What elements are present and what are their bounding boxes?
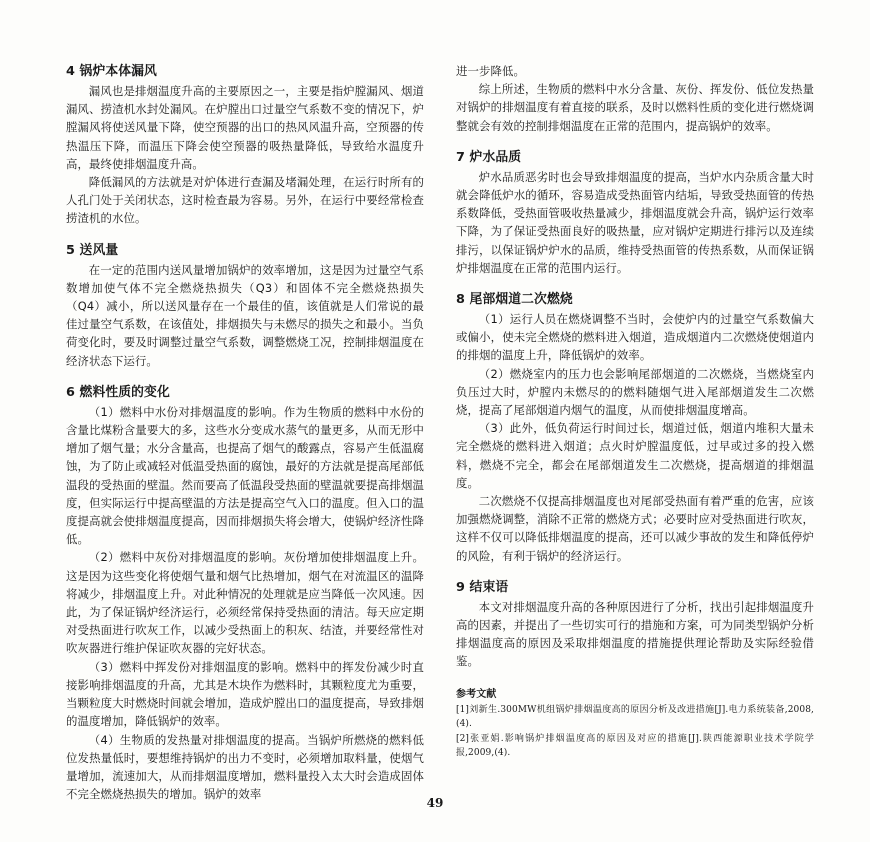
section-6-paragraph-2: （2）燃料中灰份对排烟温度的影响。灰份增加使排烟温度上升。这是因为这些变化将使烟气量和烟气比热增加，烟气在对流温区的温降将减少，排烟温度上升。对此种情况的处理就是应当降低一次风速。因此，为了保证锅炉经济运行，必须经常保持受热面的清洁。每天应定期对受热面进行吹灰工作，以减少受热面上的积灰、结渣，并要经常性对吹灰器进行维护保证吹灰器的完好状态。	[66, 550, 424, 656]
section-4-heading: 4 锅炉本体漏风	[66, 64, 157, 79]
section-9-heading: 9 结束语	[456, 579, 509, 595]
section-6	[66, 383, 424, 803]
section-9-paragraph-1: 本文对排烟温度升高的各种原因进行了分析，找出引起排烟温度升高的因素，并提出了一些切实可行的措施和方案，可为同类型锅炉分析排烟温度高的原因及采取排烟温度的措施提供理论帮助及实际经验借鉴。	[456, 599, 814, 669]
section-9	[456, 578, 814, 671]
continued-text: 进一步降低。	[456, 64, 525, 78]
references	[456, 687, 814, 761]
section-8	[456, 290, 814, 565]
section-8-paragraph-1: （1）运行人员在燃烧调整不当时，会使炉内的过量空气系数偏大或偏小，使未完全燃烧的燃料进入烟道，造成烟道内二次燃烧使烟道内的排烟的温度上升，降低锅炉的效率。	[456, 312, 814, 363]
section-5	[66, 241, 424, 370]
section-7-heading: 7 炉水品质	[456, 149, 522, 165]
section-8-paragraph-4: 二次燃烧不仅提高排烟温度也对尾部受热面有着严重的危害，应该加强燃烧调整，消除不正常的燃烧方式；必要时应对受热面进行吹灰，这样不仅可以降低排烟温度的提高，还可以减少事故的发生和降低停炉的风险，有利于锅炉的经济运行。	[456, 494, 814, 563]
left-column	[66, 62, 424, 803]
reference-item-2: [2]张亚娟.影响锅炉排烟温度高的原因及对应的措施[J].陕西能源职业技术学院学报,2009,(4).	[456, 733, 814, 759]
references-title: 参考文献	[456, 688, 497, 700]
section-6-paragraph-3: （3）燃料中挥发份对排烟温度的影响。燃料中的挥发份减少时直接影响排烟温度的升高，尤其是木块作为燃料时，其颗粒度尤为重要，当颗粒度大时燃烧时间就会增加，造成炉膛出口的温度提高，导致排烟的温度增加，降低锅炉的效率。	[66, 659, 424, 729]
section-4	[66, 62, 424, 228]
section-6-paragraph-1: （1）燃料中水份对排烟温度的影响。作为生物质的燃料中水份的含量比煤粉含量要大的多，这些水分变成水蒸气的量更多，从而无形中增加了烟气量；水分含量高，也提高了烟气的酸露点，容易产生低温腐蚀，为了防止或减轻对低温受热面的腐蚀，最好的方法就是提高尾部低温段的受热面的壁温。然而要高了低温段受热面的壁温就要提高排烟温度，但实际运行中提高壁温的方法是提高空气入口的温度。但入口的温度提高就会使排烟温度提高，因而排烟损失将会增大，使锅炉经济性降低。	[66, 404, 424, 547]
section-5-heading: 5 送风量	[66, 242, 119, 258]
section-6-heading: 6 燃料性质的变化	[66, 384, 170, 400]
section-8-heading: 8 尾部烟道二次燃烧	[456, 292, 573, 308]
section-5-paragraph-1: 在一定的范围内送风量增加锅炉的效率增加，这是因为过量空气系数增加使气体不完全燃烧热损失（Q3）和固体不完全燃烧热损失（Q4）减小，所以送风量存在一个最佳的值，该值就是人们常说的最佳过量空气系数，在该值处，排烟损失与未燃尽的损失之和最小。当负荷变化时，要及时调整过量空气系数，调整燃烧工况，控制排烟温度在经济状态下运行。	[66, 262, 424, 368]
section-4-paragraph-1: 漏风也是排烟温度升高的主要原因之一，主要是指炉膛漏风、烟道漏风、捞渣机水封处漏风。在炉膛出口过量空气系数不变的情况下，炉膛漏风将使送风量下降，使空预器的出口的热风风温升高，空预器的传热温压下降，而温压下降会使空预器的吸热量降低，导致给水温度升高，最终使排烟温度升高。	[66, 84, 424, 171]
section-6-paragraph-4: （4）生物质的发热量对排烟温度的提高。当锅炉所燃烧的燃料低位发热量低时，要想维持锅炉的出力不变时，必须增加取料量，使烟气量增加，流速加大，从而排烟温度增加，燃料量投入太大时会造成固体不完全燃烧热损失的增加。锅炉的效率	[66, 732, 424, 802]
section-8-paragraph-2: （2）燃烧室内的压力也会影响尾部烟道的二次燃烧，当燃烧室内负压过大时，炉膛内未燃尽的的燃料随烟气进入尾部烟道发生二次燃烧，提高了尾部烟道内烟气的温度，从而使排烟温度增高。	[456, 366, 814, 418]
section-7-paragraph-1: 炉水品质恶劣时也会导致排烟温度的提高，当炉水内杂质含量大时就会降低炉水的循环，容易造成受热面管内结垢，导致受热面管的传热系数降低，受热面管吸收热量减少，排烟温度就会升高，锅炉运行效率下降，为了保证受热面良好的吸热量，应对锅炉定期进行排污以及连续排污，以保证锅炉炉水的品质，维持受热面管的传热系数，从而保证锅炉排烟温度在正常的范围内运行。	[456, 169, 814, 275]
section-7	[456, 148, 814, 277]
summary-paragraph: 综上所述，生物质的燃料中水分含量、灰份、挥发份、低位发热量对锅炉的排烟温度有着直接的联系，及时以燃料性质的变化进行燃烧调整就会有效的控制排烟温度在正常的范围内，提高锅炉的效率。	[456, 82, 814, 133]
section-4-paragraph-2: 降低漏风的方法就是对炉体进行查漏及堵漏处理，在运行时所有的人孔门处于关闭状态，这时检查最为容易。另外，在运行中要经常检查捞渣机的水位。	[66, 175, 424, 226]
right-column	[456, 62, 814, 761]
reference-item-1: [1]刘新生.300MW机组锅炉排烟温度高的原因分析及改进措施[J].电力系统装备,2008,(4).	[456, 704, 814, 730]
section-8-paragraph-3: （3）此外，低负荷运行时间过长，烟道过低，烟道内堆积大量未完全燃烧的燃料进入烟道；点火时炉膛温度低，过早或过多的投入燃料，燃烧不完全，都会在尾部烟道发生二次燃烧，提高烟道的排烟温度。	[456, 421, 814, 490]
page-number: 49	[426, 796, 444, 810]
